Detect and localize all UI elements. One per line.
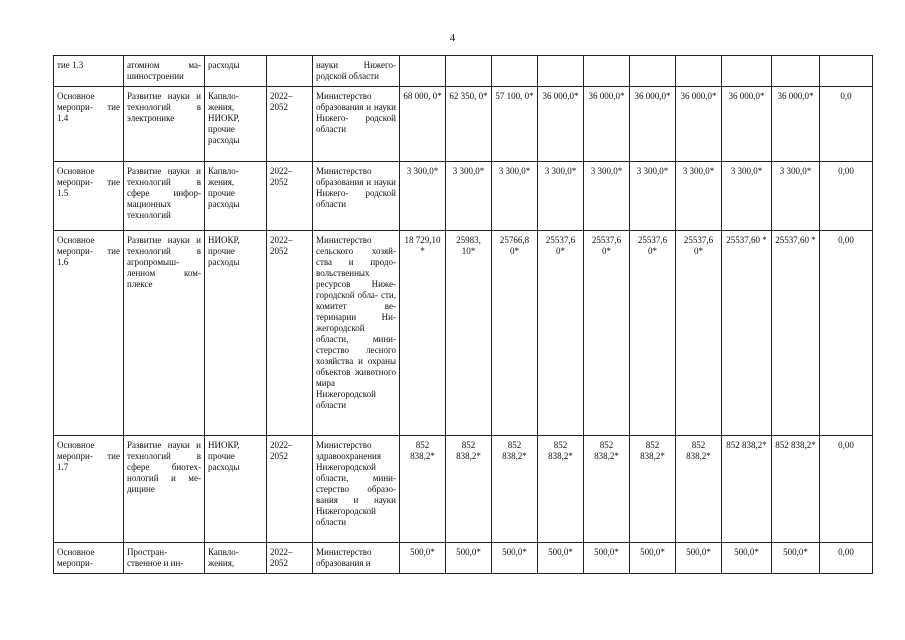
funding-value-cell: 500,0* [722, 543, 772, 574]
executor-cell: Министерство образования и науки Нижего- родской области [313, 87, 400, 162]
expense-type-cell: расходы [205, 56, 267, 87]
funding-value-cell: 852 838,2* [630, 436, 676, 543]
executor-cell: Министерство здравоохранения Нижегородской области, мини- стерство образо- вания и науки Нижегородской области [313, 436, 400, 543]
period-cell: 2022– 2052 [267, 436, 313, 543]
funding-value-cell [400, 56, 446, 87]
funding-value-cell: 852 838,2* [446, 436, 492, 543]
funding-value-cell: 500,0* [584, 543, 630, 574]
funding-value-cell: 25983, 10* [446, 231, 492, 436]
last-value-cell: 0,00 [820, 231, 873, 436]
funding-value-cell: 3 300,0* [676, 162, 722, 231]
funding-value-cell: 62 350, 0* [446, 87, 492, 162]
last-value-cell: 0,00 [820, 162, 873, 231]
funding-value-cell: 852 838,2* [772, 436, 820, 543]
program-activities-table [53, 55, 873, 574]
activity-name-cell: Развитие науки и технологий в агропромыш- ленном ком- плексе [124, 231, 205, 436]
period-cell: 2022– 2052 [267, 87, 313, 162]
funding-value-cell: 3 300,0* [630, 162, 676, 231]
funding-value-cell: 852 838,2* [400, 436, 446, 543]
funding-value-cell: 852 838,2* [584, 436, 630, 543]
period-cell: 2022– 2052 [267, 231, 313, 436]
funding-value-cell: 500,0* [772, 543, 820, 574]
last-value-cell [820, 56, 873, 87]
event-cell: Основное меропри- тие 1.4 [54, 87, 124, 162]
funding-value-cell: 25537,6 0* [538, 231, 584, 436]
last-value-cell: 0,0 [820, 87, 873, 162]
expense-type-cell: Капвло- жения, прочие расходы [205, 162, 267, 231]
table-row [54, 436, 873, 543]
page-number: 4 [449, 32, 456, 44]
funding-value-cell: 25537,6 0* [676, 231, 722, 436]
activity-name-cell: Развитие науки и технологий в сфере инфор- мационных технологий [124, 162, 205, 231]
event-cell: тие 1.3 [54, 56, 124, 87]
event-cell: Основное меропри- [54, 543, 124, 574]
funding-value-cell: 36 000,0* [538, 87, 584, 162]
table-body [54, 56, 873, 574]
funding-value-cell [538, 56, 584, 87]
expense-type-cell: НИОКР, прочие расходы [205, 231, 267, 436]
funding-value-cell [492, 56, 538, 87]
last-value-cell: 0,00 [820, 543, 873, 574]
funding-value-cell: 36 000,0* [584, 87, 630, 162]
table-row [54, 543, 873, 574]
table-row [54, 231, 873, 436]
activity-name-cell: Развитие науки и технологий в сфере биотех- нологий и ме- дицине [124, 436, 205, 543]
event-cell: Основное меропри- тие 1.5 [54, 162, 124, 231]
funding-value-cell [722, 56, 772, 87]
expense-type-cell: НИОКР, прочие расходы [205, 436, 267, 543]
funding-value-cell: 3 300,0* [772, 162, 820, 231]
funding-value-cell [630, 56, 676, 87]
executor-cell: науки Нижего- родской области [313, 56, 400, 87]
activity-name-cell: Развитие науки и технологий в электронике [124, 87, 205, 162]
executor-cell: Министерство образования и науки Нижего- родской области [313, 162, 400, 231]
funding-value-cell: 3 300,0* [400, 162, 446, 231]
event-cell: Основное меропри- тие 1.7 [54, 436, 124, 543]
last-value-cell: 0,00 [820, 436, 873, 543]
funding-value-cell: 500,0* [676, 543, 722, 574]
funding-value-cell: 57 100, 0* [492, 87, 538, 162]
executor-cell: Министерство образования и [313, 543, 400, 574]
funding-value-cell: 852 838,2* [492, 436, 538, 543]
funding-value-cell: 25537,6 0* [630, 231, 676, 436]
funding-value-cell: 852 838,2* [676, 436, 722, 543]
funding-value-cell: 500,0* [538, 543, 584, 574]
activity-name-cell: атомном ма- шиностроении [124, 56, 205, 87]
funding-value-cell: 36 000,0* [676, 87, 722, 162]
table-row [54, 162, 873, 231]
funding-value-cell: 3 300,0* [446, 162, 492, 231]
funding-value-cell: 36 000,0* [630, 87, 676, 162]
funding-value-cell [676, 56, 722, 87]
table-row [54, 56, 873, 87]
funding-value-cell: 500,0* [400, 543, 446, 574]
activity-name-cell: Простран- ственное и ин- [124, 543, 205, 574]
expense-type-cell: Капвло- жения, НИОКР, прочие расходы [205, 87, 267, 162]
period-cell: 2022– 2052 [267, 543, 313, 574]
table-row [54, 87, 873, 162]
funding-value-cell: 68 000, 0* [400, 87, 446, 162]
funding-value-cell: 18 729,10 * [400, 231, 446, 436]
expense-type-cell: Капвло- жения, [205, 543, 267, 574]
funding-value-cell [772, 56, 820, 87]
funding-value-cell: 36 000,0* [772, 87, 820, 162]
funding-value-cell: 25537,60 * [722, 231, 772, 436]
funding-value-cell: 500,0* [492, 543, 538, 574]
funding-value-cell [584, 56, 630, 87]
funding-value-cell: 3 300,0* [584, 162, 630, 231]
funding-value-cell: 25537,6 0* [584, 231, 630, 436]
funding-value-cell: 852 838,2* [538, 436, 584, 543]
funding-value-cell: 500,0* [630, 543, 676, 574]
event-cell: Основное меропри- тие 1.6 [54, 231, 124, 436]
funding-value-cell [446, 56, 492, 87]
funding-value-cell: 3 300,0* [722, 162, 772, 231]
funding-value-cell: 3 300,0* [492, 162, 538, 231]
funding-value-cell: 25766,8 0* [492, 231, 538, 436]
funding-value-cell: 852 838,2* [722, 436, 772, 543]
period-cell: 2022– 2052 [267, 162, 313, 231]
funding-value-cell: 36 000,0* [722, 87, 772, 162]
period-cell [267, 56, 313, 87]
funding-value-cell: 25537,60 * [772, 231, 820, 436]
funding-value-cell: 500,0* [446, 543, 492, 574]
executor-cell: Министерство сельского хозяй- ства и продо- вольственных ресурсов Ниже- городской обла- сти, комитет ве- теринарии Ни- жегородской области, мини- стерство лесного хозяйства и охраны объектов животного мира Нижегородской области [313, 231, 400, 436]
funding-value-cell: 3 300,0* [538, 162, 584, 231]
